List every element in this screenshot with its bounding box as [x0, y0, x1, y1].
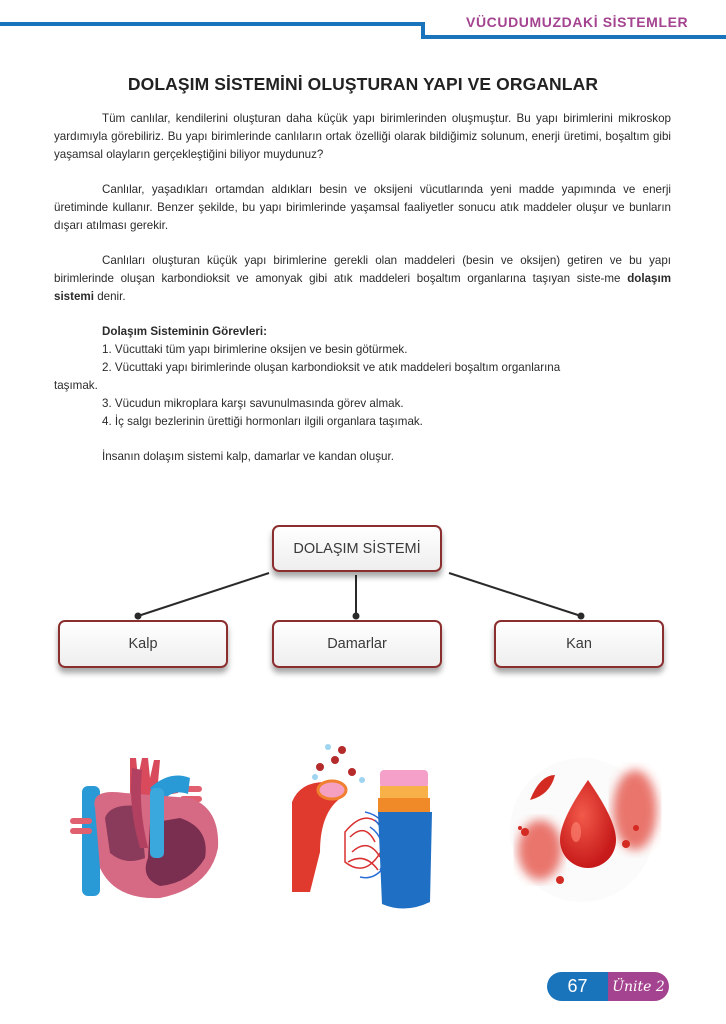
paragraph-1: Tüm canlılar, kendilerini oluşturan daha küçük yapı birimlerinden oluşmuştur. Bu yapı birimlerini mikroskop yardımıyla görebiliriz. Bu yapı birimlerinde canlıların ortak özelliği olarak bildiğimiz solunum, enerji üretimi, boşaltım gibi yaşamsal olayların gerçekleştiğini biliyor muydunuz? [54, 112, 671, 161]
definition-term: dolaşım sistemi [54, 272, 671, 303]
diagram-node-kan: Kan [494, 620, 664, 668]
definition-text: Canlıları oluşturan küçük yapı birimlerine gerekli olan maddeleri (besin ve oksijen) getiren ve bu yapı birimlerinde oluşan karbondioksit ve amonyak gibi atık maddeleri boşaltım organlarına taşıyan siste-me [54, 254, 671, 285]
tasks-title: Dolaşım Sisteminin Görevleri: [102, 325, 267, 338]
task-item-4: 4. İç salgı bezlerinin ürettiği hormonları ilgili organlara taşımak. [102, 415, 423, 428]
heart-illustration [70, 748, 250, 908]
task-item-2: 2. Vücuttaki yapı birimlerinde oluşan karbondioksit ve atık maddeleri boşaltım organlarına [102, 361, 561, 374]
section-title: VÜCUDUMUZDAKİ SİSTEMLER [466, 14, 689, 30]
definition-end: denir. [93, 290, 126, 303]
diagram-root-node: DOLAŞIM SİSTEMİ [272, 525, 442, 572]
task-item-2-continuation: taşımak. [54, 379, 98, 392]
header-rule-left [0, 22, 424, 26]
page-footer-badge [547, 972, 669, 1001]
task-item-3: 3. Vücudun mikroplara karşı savunulmasında görev almak. [102, 397, 404, 410]
unit-label: Ünite 2 [608, 972, 669, 1001]
closing-sentence: İnsanın dolaşım sistemi kalp, damarlar ve kandan oluşur. [102, 450, 394, 463]
task-item-1: 1. Vücuttaki tüm yapı birimlerine oksijen ve besin götürmek. [102, 343, 408, 356]
page-title: DOLAŞIM SİSTEMİNİ OLUŞTURAN YAPI VE ORGANLAR [127, 74, 599, 94]
body-text [54, 110, 671, 466]
blood-vessels-illustration [280, 742, 450, 917]
header-rule-right [421, 35, 726, 39]
diagram-node-damarlar: Damarlar [272, 620, 442, 668]
blood-drop-illustration [500, 750, 670, 910]
definition-paragraph [54, 252, 671, 306]
diagram-node-kalp: Kalp [58, 620, 228, 668]
tasks-list [54, 323, 671, 431]
page-number: 67 [547, 972, 608, 1001]
paragraph-2: Canlılar, yaşadıkları ortamdan aldıkları besin ve oksijeni vücutlarında yeni madde yapımında ve enerji üretiminde kullanır. Benzer şekilde, bu yapı birimlerinde yaşamsal faaliyetler sonucu atık maddeler oluşur ve bunların dışarı atılması gerekir. [54, 183, 671, 232]
